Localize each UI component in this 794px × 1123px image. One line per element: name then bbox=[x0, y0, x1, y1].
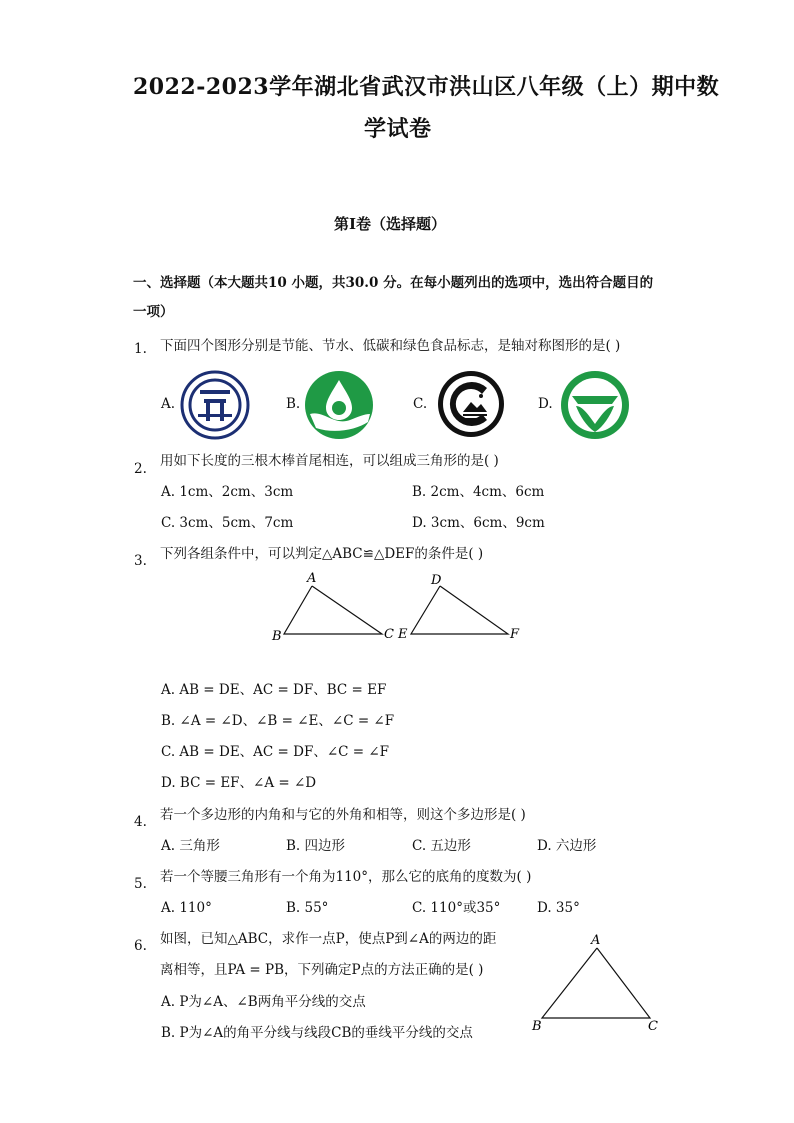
vertex-label-c: C bbox=[648, 1019, 658, 1034]
triangle-def bbox=[411, 586, 508, 634]
option: A. P为∠A、∠B两角平分线的交点 bbox=[161, 994, 366, 1010]
option: A. 三角形 bbox=[161, 838, 220, 854]
vertex-label-c: C bbox=[384, 627, 394, 642]
triangle-abc-figure bbox=[528, 930, 664, 1036]
question-number: 3. bbox=[134, 553, 147, 569]
question-number: 1. bbox=[134, 341, 147, 357]
question-text: 下面四个图形分别是节能、节水、低碳和绿色食品标志，是轴对称图形的是( ) bbox=[160, 338, 621, 354]
section-heading-line2: 一项） bbox=[133, 304, 174, 320]
vertex-label-f: F bbox=[510, 627, 520, 642]
volume-heading: 第Ⅰ卷（选择题） bbox=[334, 215, 447, 233]
option: B. 55° bbox=[286, 900, 329, 916]
question-text: 用如下长度的三根木棒首尾相连，可以组成三角形的是( ) bbox=[160, 453, 499, 469]
page-title: 2022-2023学年湖北省武汉市洪山区八年级（上）期中数 bbox=[133, 74, 720, 100]
question-text: 若一个等腰三角形有一个角为110°，那么它的底角的度数为( ) bbox=[160, 869, 532, 885]
question-text: 若一个多边形的内角和与它的外角和相等，则这个多边形是( ) bbox=[160, 807, 526, 823]
question-number: 5. bbox=[134, 876, 147, 892]
option: C. 3cm、5cm、7cm bbox=[161, 515, 294, 531]
option: D. BC = EF、∠A = ∠D bbox=[161, 775, 317, 791]
low-carbon-logo-icon bbox=[437, 370, 505, 438]
vertex-label-a: A bbox=[307, 571, 317, 586]
option-label: B. bbox=[286, 396, 301, 412]
triangle-abc bbox=[284, 586, 382, 634]
section-heading: 一、选择题（本大题共10 小题，共30.0 分。在每小题列出的选项中，选出符合题目的 bbox=[133, 275, 654, 291]
triangles-figure bbox=[268, 570, 528, 646]
option: A. AB = DE、AC = DF、BC = EF bbox=[161, 682, 387, 698]
option: D. 3cm、6cm、9cm bbox=[412, 515, 545, 531]
option: B. 四边形 bbox=[286, 838, 346, 854]
option-label: C. bbox=[413, 396, 428, 412]
question-text-line2: 离相等，且PA = PB，下列确定P点的方法正确的是( ) bbox=[160, 962, 484, 978]
option: C. 五边形 bbox=[412, 838, 471, 854]
question-text: 如图，已知△ABC，求作一点P，使点P到∠A的两边的距 bbox=[160, 931, 497, 947]
triangle-abc bbox=[542, 948, 650, 1018]
vertex-label-d: D bbox=[431, 573, 442, 588]
option: B. P为∠A的角平分线与线段CB的垂线平分线的交点 bbox=[161, 1025, 473, 1041]
energy-saving-logo-icon bbox=[180, 370, 250, 440]
question-number: 4. bbox=[134, 814, 147, 830]
option: A. 110° bbox=[161, 900, 212, 916]
question-number: 2. bbox=[134, 461, 147, 477]
option: B. 2cm、4cm、6cm bbox=[412, 484, 545, 500]
option: D. 35° bbox=[537, 900, 580, 916]
question-number: 6. bbox=[134, 938, 147, 954]
page-title-line2: 学试卷 bbox=[364, 116, 432, 142]
vertex-label-b: B bbox=[272, 629, 282, 644]
water-saving-logo-icon bbox=[304, 370, 374, 440]
question-text: 下列各组条件中，可以判定△ABC≌△DEF的条件是( ) bbox=[160, 546, 484, 562]
option: C. 110°或35° bbox=[412, 900, 501, 916]
option: B. ∠A = ∠D、∠B = ∠E、∠C = ∠F bbox=[161, 713, 395, 729]
option-label: A. bbox=[161, 396, 176, 412]
option: C. AB = DE、AC = DF、∠C = ∠F bbox=[161, 744, 390, 760]
vertex-label-e: E bbox=[398, 627, 408, 642]
vertex-label-a: A bbox=[591, 933, 601, 948]
green-food-logo-icon bbox=[560, 370, 630, 440]
vertex-label-b: B bbox=[532, 1019, 542, 1034]
option-label: D. bbox=[538, 396, 553, 412]
option: A. 1cm、2cm、3cm bbox=[161, 484, 294, 500]
option: D. 六边形 bbox=[537, 838, 597, 854]
